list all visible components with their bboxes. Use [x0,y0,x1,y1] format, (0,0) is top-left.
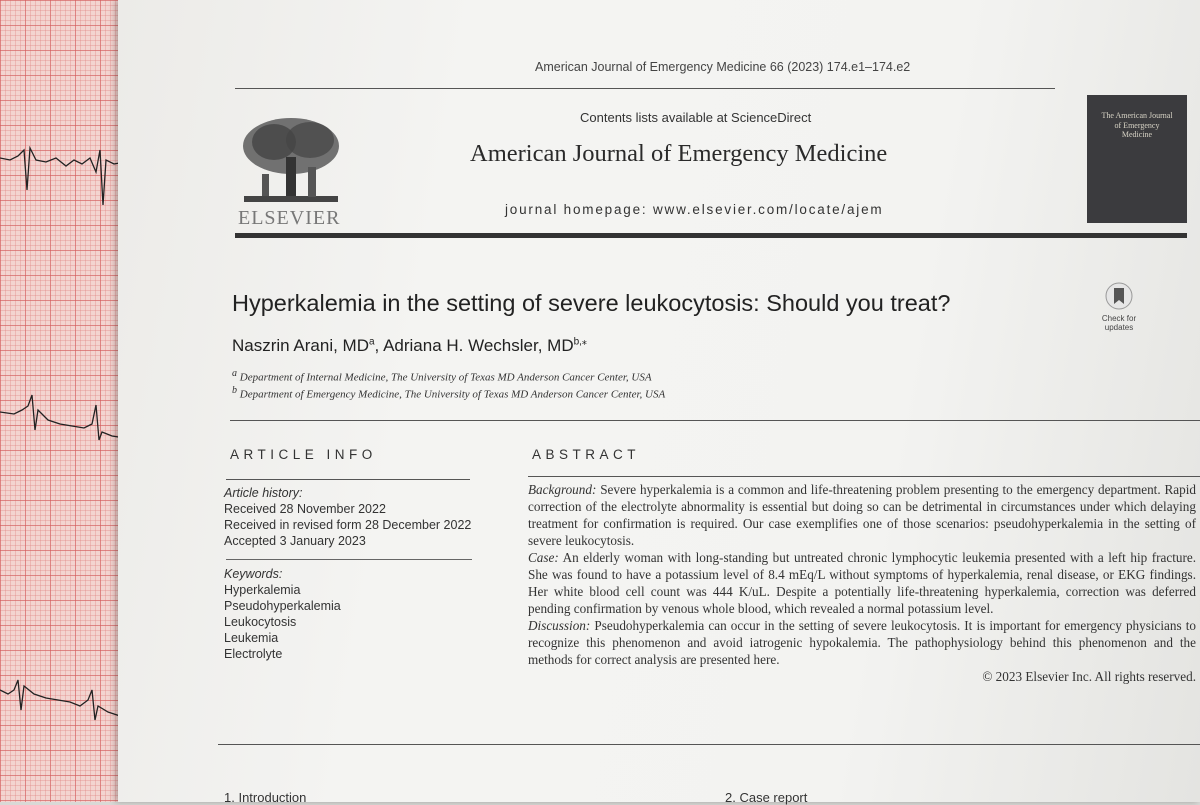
affiliation-mark: b [232,385,237,396]
keyword-item: Hyperkalemia [224,583,301,597]
copyright-line: © 2023 Elsevier Inc. All rights reserved. [982,669,1196,684]
history-accepted: Accepted 3 January 2023 [224,534,366,548]
author-affiliation-mark: a [368,336,375,348]
abstract-discussion [528,617,1196,668]
article-history-label: Article history: [224,486,303,500]
abstract-background [528,481,1196,549]
header-rule-top [235,88,1055,89]
affiliation-b [232,385,665,401]
keyword-item: Leukocytosis [224,615,297,629]
front-matter-rule [230,420,1200,421]
background-label: Background: [528,482,597,497]
header-rule-bottom [235,233,1187,238]
case-text: An elderly woman with long-standing but untreated chronic lymphocytic leukemia presented with a left hip fracture. She was found to have a potassium level of 8.4 mEq/L without symptoms of hyperkalemia, renal disease, or EKG findings. Her white blood cell count was 444 K/uL. Despite a potentially life-threatening hyperkalemia, correction was deferred pending confirmation by venous whole blood, which revealed a normal potassium level. [528,550,1196,616]
article-info-heading: ARTICLE INFO [230,447,377,462]
abstract-body [528,481,1196,685]
cover-title: The American Journal of Emergency Medicine [1101,111,1173,140]
article-title: Hyperkalemia in the setting of severe leukocytosis: Should you treat? [232,290,951,316]
abstract-bottom-rule [218,744,1200,745]
discussion-label: Discussion: [528,618,591,633]
background-text: Severe hyperkalemia is a common and life-threatening problem presenting to the emergency department. Rapid correction of the electrolyte abnormality is essential but doing so can be detrimental in circumstances under which delaying treatment for confirmation is required. Our case exemplifies one of those scenarios: pseudohyperkalemia in the setting of severe leukocytosis. [528,482,1196,548]
keyword-item: Electrolyte [224,647,283,661]
case-label: Case: [528,550,559,565]
article-info-panel [224,485,472,662]
abstract-case [528,549,1196,617]
affiliation-text: Department of Internal Medicine, The University of Texas MD Anderson Cancer Center, USA [239,371,652,384]
author-name: Adriana H. Wechsler, MD [383,336,574,355]
article-info-rule [226,479,470,480]
keyword-item: Pseudohyperkalemia [224,599,341,613]
affiliation-mark: a [232,368,237,379]
author-separator: , [374,336,384,355]
history-received: Received 28 November 2022 [224,502,386,516]
journal-cover-thumbnail [1087,95,1187,223]
abstract-rule [528,476,1200,477]
history-revised: Received in revised form 28 December 2022 [224,518,472,532]
journal-title: American Journal of Emergency Medicine [470,140,888,167]
journal-homepage: journal homepage: www.elsevier.com/locate/ajem [505,202,884,217]
affiliation-text: Department of Emergency Medicine, The University of Texas MD Anderson Cancer Center, USA [239,388,666,401]
elsevier-wordmark: ELSEVIER [238,207,341,229]
keyword-item: Leukemia [224,631,279,645]
ekg-trace [0,0,125,802]
abstract-heading: ABSTRACT [532,447,641,462]
contents-available-line: Contents lists available at ScienceDirect [580,110,812,125]
ekg-paper-background [0,0,125,802]
case-report-heading-partial: 2. Case report [725,790,808,805]
journal-citation: American Journal of Emergency Medicine 66 (2023) 174.e1–174.e2 [535,60,911,74]
check-for-updates-label: Check for updates [1101,314,1137,332]
keywords-label: Keywords: [224,567,283,581]
discussion-text: Pseudohyperkalemia can occur in the setting of severe leukocytosis. It is important for emergency physicians to recognize this phenomenon and avoid iatrogenic hypokalemia. The pathophysiology behind this phenomenon and the methods for correct analysis are presented here. [528,618,1197,667]
info-divider [226,559,472,560]
check-for-updates-badge[interactable] [1093,282,1145,340]
author-affiliation-mark: b,⁎ [573,336,587,348]
affiliation-a [232,368,652,384]
introduction-heading-partial: 1. Introduction [224,790,307,805]
author-list [232,336,587,356]
bookmark-icon [1105,282,1133,310]
author-name: Naszrin Arani, MD [232,336,369,355]
